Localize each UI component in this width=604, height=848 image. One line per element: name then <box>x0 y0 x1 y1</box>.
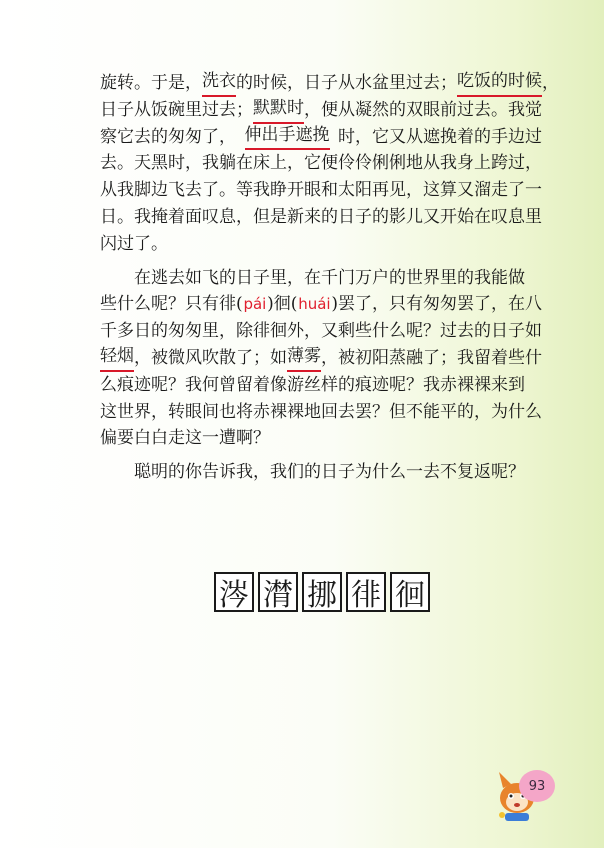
text-line: 聪明的你告诉我，我们的日子为什么一去不复返呢？ <box>134 462 525 483</box>
text-line <box>100 70 559 97</box>
text-segment: )罢了，只有匆匆罢了，在八 <box>331 294 542 315</box>
character-box: 徊 <box>390 572 430 612</box>
text-line <box>100 291 542 318</box>
text-segment: ， <box>542 73 559 93</box>
text-segment: 日子从饭碗里过去； <box>100 99 253 120</box>
page-number: 93 <box>519 770 555 802</box>
text-line <box>100 97 542 124</box>
text-line: 在逃去如飞的日子里，在千门万户的世界里的我能做 <box>134 267 525 288</box>
text-segment: )徊( <box>267 294 298 315</box>
text-segment: 察它去的匆匆了， <box>100 126 236 147</box>
text-segment: ，被初阳蒸融了；我留着些什 <box>321 347 542 368</box>
character-box: 涔 <box>214 572 254 612</box>
text-segment: ，便从凝然的双眼前过去。我觉 <box>304 99 542 120</box>
character-box: 潸 <box>258 572 298 612</box>
body-text <box>100 70 559 486</box>
pinyin-annotation: huái <box>298 295 331 314</box>
underlined-word: 默默时 <box>253 97 304 124</box>
pinyin-annotation: pái <box>243 295 267 314</box>
text-line: 千多日的匆匆里，除徘徊外，又剩些什么呢？过去的日子如 <box>100 321 542 342</box>
text-line: 闪过了。 <box>100 233 168 254</box>
text-segment: 时，它又从遮挽着的手边过 <box>338 126 542 147</box>
text-segment: 些什么呢？只有徘( <box>100 294 243 315</box>
underlined-word: 薄雾 <box>287 345 321 372</box>
character-box: 挪 <box>302 572 342 612</box>
character-box: 徘 <box>346 572 386 612</box>
underlined-word: 伸出手遮挽 <box>245 124 330 151</box>
text-line <box>100 345 542 372</box>
text-line: 从我脚边飞去了。等我睁开眼和太阳再见，这算又溜走了一 <box>100 180 542 201</box>
text-line: 么痕迹呢？我何曾留着像游丝样的痕迹呢？我赤裸裸来到 <box>100 374 525 395</box>
text-line: 偏要白白走这一遭啊？ <box>100 428 270 449</box>
underlined-word: 吃饭的时候 <box>457 70 542 97</box>
text-line <box>100 124 542 151</box>
text-segment: ，被微风吹散了；如 <box>134 347 287 368</box>
underlined-word: 轻烟 <box>100 345 134 372</box>
text-segment: 的时候，日子从水盆里过去； <box>236 73 457 93</box>
text-line: 日。我掩着面叹息，但是新来的日子的影儿又开始在叹息里 <box>100 206 542 227</box>
underlined-word: 洗衣 <box>202 70 236 97</box>
new-characters-row <box>214 572 434 612</box>
text-segment: 旋转。于是， <box>100 73 202 93</box>
text-line: 这世界，转眼间也将赤裸裸地回去罢？但不能平的，为什么 <box>100 401 542 422</box>
text-line: 去。天黑时，我躺在床上，它便伶伶俐俐地从我身上跨过， <box>100 153 542 174</box>
